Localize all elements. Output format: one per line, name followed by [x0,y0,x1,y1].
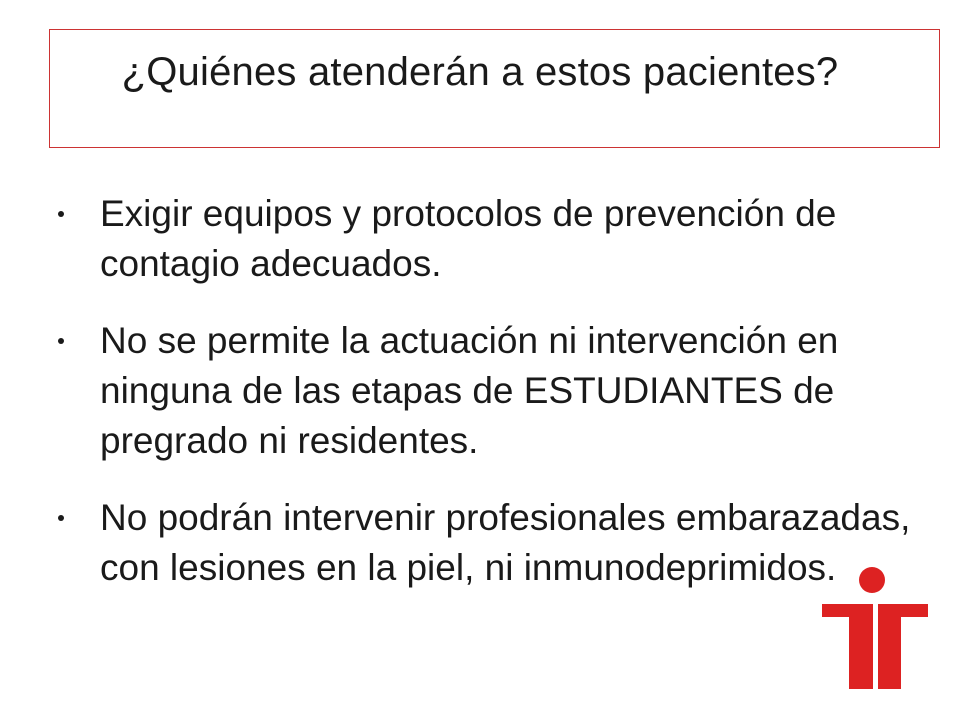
bullet-dot-icon [58,211,64,217]
bullet-text: Exigir equipos y protocolos de prevención de contagio adecuados. [100,193,837,284]
bullet-text: No se permite la actuación ni intervención en ninguna de las etapas de ESTUDIANTES de pregrado ni residentes. [100,320,839,461]
bullet-item [58,189,918,289]
bullet-list [58,189,918,593]
bullet-item [58,493,918,593]
red-logo-icon [822,567,928,689]
bullet-dot-icon [58,515,64,521]
bullet-item [58,316,918,466]
bullet-text: No podrán intervenir profesionales embarazadas, con lesiones en la piel, ni inmunodeprimidos. [100,497,911,588]
slide-title: ¿Quiénes atenderán a estos pacientes? [121,50,839,94]
bullet-dot-icon [58,338,64,344]
